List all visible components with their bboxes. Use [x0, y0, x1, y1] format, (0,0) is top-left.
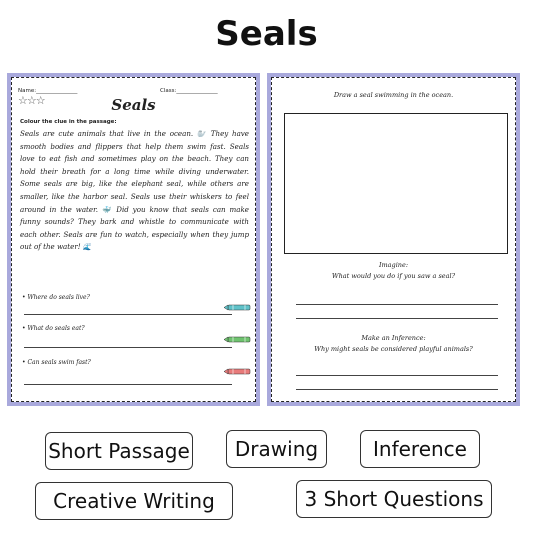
- reading-passage: Seals are cute animals that live in the ocean. 🦭 They have smooth bodies and flippers that help them swim fast. Seals love to eat fish and sometimes play on the beach. They can hold their breath for a long time while diving underwater. Some seals are big, like the elephant seal, while others are smaller, like the harbor seal. Seals use their whiskers to feel around in the water. 🐳 Did you know that seals can make funny sounds? They bark and whistle to communicate with each other. Seals are fun to watch, especially when they jump out of the water! 🌊: [20, 129, 249, 252]
- tag-short-passage: Short Passage: [45, 432, 193, 470]
- activity-worksheet-preview: [267, 73, 520, 406]
- worksheet-title: Seals: [111, 96, 156, 114]
- inference-question: Why might seals be considered playful animals?: [314, 345, 473, 353]
- question-3-text: Can seals swim fast?: [27, 359, 91, 366]
- question-2: • What do seals eat?: [22, 325, 85, 332]
- page-title: Seals: [215, 14, 318, 54]
- crayon-icon: [224, 336, 254, 343]
- instruction-text: Colour the clue in the passage:: [20, 119, 117, 125]
- answer-line-1[interactable]: [24, 314, 232, 315]
- draw-prompt: Draw a seal swimming in the ocean.: [333, 91, 454, 99]
- tag-inference: Inference: [360, 430, 480, 468]
- answer-line-3[interactable]: [24, 384, 232, 385]
- imagine-answer-line-1[interactable]: [296, 304, 498, 305]
- drawing-box[interactable]: [284, 113, 508, 254]
- question-1: • Where do seals live?: [22, 294, 90, 301]
- imagine-title: Imagine:: [378, 261, 409, 269]
- inference-title: Make an Inference:: [361, 334, 426, 342]
- reading-worksheet-page: [11, 77, 256, 402]
- imagine-answer-line-2[interactable]: [296, 318, 498, 319]
- answer-line-2[interactable]: [24, 347, 232, 348]
- name-label: Name:_______________: [18, 88, 78, 94]
- tag-drawing: Drawing: [226, 430, 327, 468]
- tag-3-short-questions: 3 Short Questions: [296, 480, 492, 518]
- crayon-icon: [224, 304, 254, 311]
- inference-answer-line-2[interactable]: [296, 389, 498, 390]
- activity-worksheet-page: [271, 77, 516, 402]
- imagine-question: What would you do if you saw a seal?: [331, 272, 456, 280]
- class-label: Class:_______________: [160, 88, 218, 94]
- tag-creative-writing: Creative Writing: [35, 482, 233, 520]
- question-2-text: What do seals eat?: [27, 325, 85, 332]
- crayon-icon: [224, 368, 254, 375]
- inference-answer-line-1[interactable]: [296, 375, 498, 376]
- rating-stars: ☆☆☆: [18, 94, 45, 107]
- reading-worksheet-preview: [7, 73, 260, 406]
- question-3: • Can seals swim fast?: [22, 359, 91, 366]
- question-1-text: Where do seals live?: [27, 294, 90, 301]
